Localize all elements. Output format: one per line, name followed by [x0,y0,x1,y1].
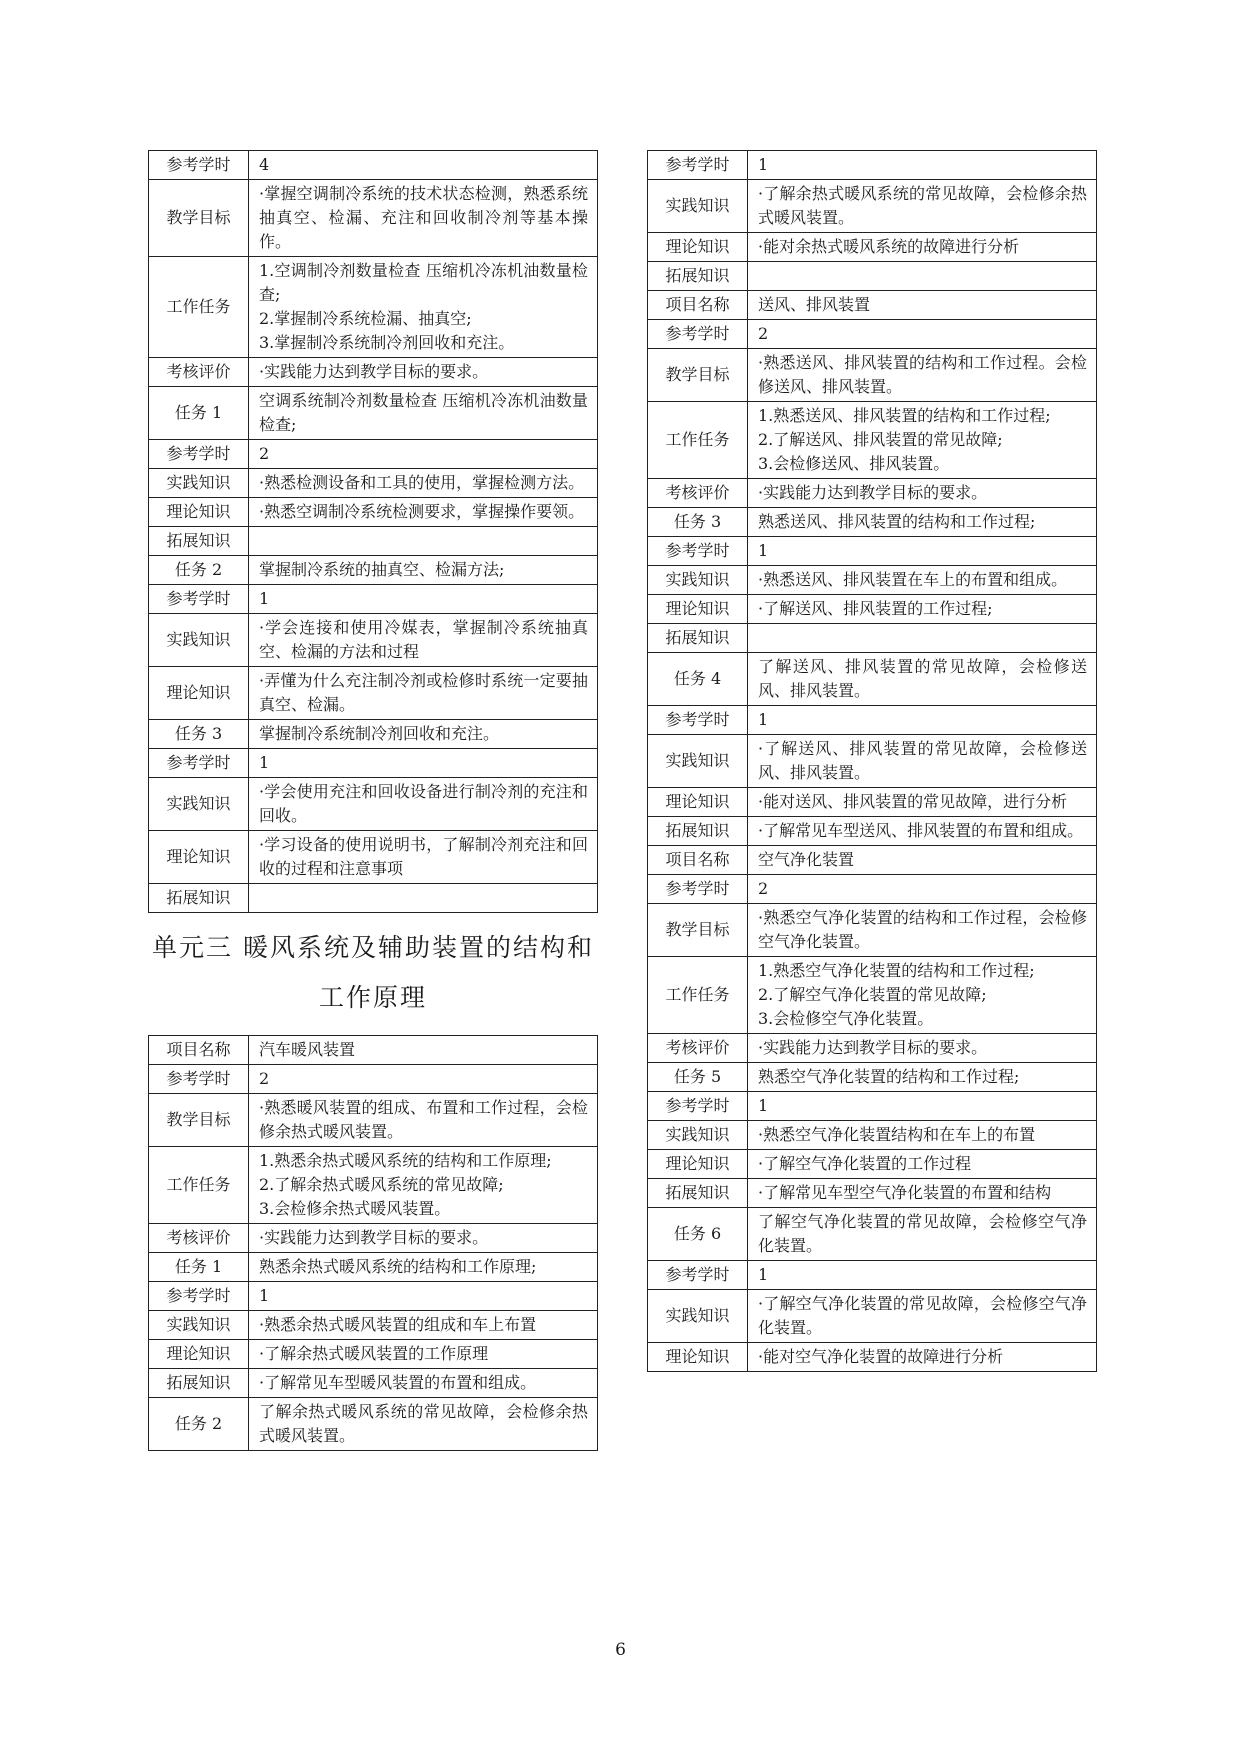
row-value: 空调系统制冷剂数量检查 压缩机冷冻机油数量检查; [249,387,598,440]
table-body [149,1036,598,1451]
table-row [149,498,598,527]
table-row [149,778,598,831]
row-value: 掌握制冷系统的抽真空、检漏方法; [249,556,598,585]
table-row [149,614,598,667]
table-row [149,556,598,585]
row-label: 参考学时 [648,706,748,735]
row-label: 任务 1 [149,1253,249,1282]
table-row [149,1311,598,1340]
table-row [648,788,1097,817]
table-body [149,151,598,913]
row-value: 2 [249,1065,598,1094]
row-label: 教学目标 [648,904,748,957]
row-value: 1.熟悉空气净化装置的结构和工作过程; 2.了解空气净化装置的常见故障; 3.会检修空气净化装置。 [748,957,1097,1034]
row-label: 参考学时 [648,1092,748,1121]
table-row [149,527,598,556]
row-label: 参考学时 [149,151,249,180]
row-label: 教学目标 [149,180,249,257]
row-value: 熟悉余热式暖风系统的结构和工作原理; [249,1253,598,1282]
row-label: 拓展知识 [648,262,748,291]
row-value: 1 [748,706,1097,735]
row-value: 1 [748,1261,1097,1290]
row-value: ·了解余热式暖风系统的常见故障，会检修余热式暖风装置。 [748,180,1097,233]
row-value: 1.熟悉送风、排风装置的结构和工作过程; 2.了解送风、排风装置的常见故障; 3.会检修送风、排风装置。 [748,402,1097,479]
row-value: 了解送风、排风装置的常见故障，会检修送风、排风装置。 [748,653,1097,706]
row-label: 参考学时 [149,585,249,614]
table-row [648,624,1097,653]
row-label: 实践知识 [648,566,748,595]
row-value: ·掌握空调制冷系统的技术状态检测，熟悉系统抽真空、检漏、充注和回收制冷剂等基本操作。 [249,180,598,257]
course-table-unit3-continued [647,150,1097,1372]
table-row [648,1179,1097,1208]
row-label: 任务 6 [648,1208,748,1261]
row-value: ·了解空气净化装置的工作过程 [748,1150,1097,1179]
row-label: 任务 2 [149,556,249,585]
row-value: 1 [748,1092,1097,1121]
row-label: 参考学时 [149,440,249,469]
row-value: 熟悉送风、排风装置的结构和工作过程; [748,508,1097,537]
row-label: 教学目标 [149,1094,249,1147]
table-row [648,846,1097,875]
row-value: 1 [748,537,1097,566]
table-row [149,667,598,720]
table-row [648,706,1097,735]
table-row [648,595,1097,624]
table-row [149,440,598,469]
row-value: ·实践能力达到教学目标的要求。 [249,358,598,387]
row-value: ·熟悉检测设备和工具的使用，掌握检测方法。 [249,469,598,498]
row-value: ·了解空气净化装置的常见故障，会检修空气净化装置。 [748,1290,1097,1343]
row-value: 了解空气净化装置的常见故障，会检修空气净化装置。 [748,1208,1097,1261]
table-row [149,1065,598,1094]
row-label: 理论知识 [648,788,748,817]
row-value: ·了解常见车型暖风装置的布置和组成。 [249,1369,598,1398]
row-value [748,624,1097,653]
row-value: 空气净化装置 [748,846,1097,875]
row-label: 项目名称 [648,846,748,875]
row-label: 参考学时 [648,151,748,180]
table-row [648,1343,1097,1372]
table-row [648,735,1097,788]
row-value: 1.熟悉余热式暖风系统的结构和工作原理; 2.了解余热式暖风系统的常见故障; 3.会检修余热式暖风装置。 [249,1147,598,1224]
row-value: ·弄懂为什么充注制冷剂或检修时系统一定要抽真空、检漏。 [249,667,598,720]
row-label: 实践知识 [648,1290,748,1343]
row-value: 1.空调制冷剂数量检查 压缩机冷冻机油数量检查; 2.掌握制冷系统检漏、抽真空; 3.掌握制冷系统制冷剂回收和充注。 [249,257,598,358]
row-value: 熟悉空气净化装置的结构和工作过程; [748,1063,1097,1092]
row-value: ·能对空气净化装置的故障进行分析 [748,1343,1097,1372]
row-label: 参考学时 [648,320,748,349]
table-row [648,1034,1097,1063]
table-row [149,1398,598,1451]
row-label: 教学目标 [648,349,748,402]
row-label: 实践知识 [149,469,249,498]
row-label: 理论知识 [149,667,249,720]
row-label: 实践知识 [149,778,249,831]
row-value [249,527,598,556]
table-row [149,1369,598,1398]
right-column [647,150,1097,1372]
table-row [648,349,1097,402]
table-row [149,585,598,614]
table-row [149,358,598,387]
row-label: 理论知识 [149,1340,249,1369]
row-label: 考核评价 [149,358,249,387]
row-value: 1 [249,1282,598,1311]
row-value: 1 [249,749,598,778]
row-value: ·学会使用充注和回收设备进行制冷剂的充注和回收。 [249,778,598,831]
table-row [648,537,1097,566]
row-label: 拓展知识 [149,884,249,913]
row-value [748,262,1097,291]
row-value: ·能对送风、排风装置的常见故障，进行分析 [748,788,1097,817]
row-value: 了解余热式暖风系统的常见故障，会检修余热式暖风装置。 [249,1398,598,1451]
table-row [149,831,598,884]
row-label: 考核评价 [648,1034,748,1063]
table-row [149,1340,598,1369]
table-row [648,1208,1097,1261]
row-value: ·熟悉空气净化装置的结构和工作过程，会检修空气净化装置。 [748,904,1097,957]
row-label: 考核评价 [149,1224,249,1253]
row-label: 参考学时 [149,1282,249,1311]
table-row [149,180,598,257]
row-label: 考核评价 [648,479,748,508]
table-row [149,1282,598,1311]
row-label: 工作任务 [648,957,748,1034]
row-label: 参考学时 [149,749,249,778]
row-label: 实践知识 [648,1121,748,1150]
row-label: 实践知识 [648,180,748,233]
row-value: ·了解常见车型送风、排风装置的布置和组成。 [748,817,1097,846]
table-row [648,1150,1097,1179]
table-row [149,1253,598,1282]
row-label: 工作任务 [149,257,249,358]
table-row [648,262,1097,291]
table-row [648,320,1097,349]
course-table-unit3 [148,1035,598,1451]
row-value: ·了解余热式暖风装置的工作原理 [249,1340,598,1369]
row-value: 掌握制冷系统制冷剂回收和充注。 [249,720,598,749]
table-row [648,1290,1097,1343]
row-value: ·熟悉空调制冷系统检测要求，掌握操作要领。 [249,498,598,527]
row-value: ·熟悉暖风装置的组成、布置和工作过程，会检修余热式暖风装置。 [249,1094,598,1147]
row-label: 理论知识 [149,831,249,884]
row-label: 理论知识 [648,1150,748,1179]
table-row [648,875,1097,904]
row-label: 拓展知识 [648,817,748,846]
table-row [648,402,1097,479]
left-column [148,150,598,1451]
table-row [648,508,1097,537]
row-label: 任务 3 [149,720,249,749]
table-row [149,1147,598,1224]
row-label: 任务 5 [648,1063,748,1092]
row-label: 理论知识 [149,498,249,527]
table-row [648,1063,1097,1092]
row-label: 理论知识 [648,233,748,262]
row-value: ·了解常见车型空气净化装置的布置和结构 [748,1179,1097,1208]
table-row [648,233,1097,262]
table-row [149,469,598,498]
row-label: 任务 3 [648,508,748,537]
row-value: ·熟悉余热式暖风装置的组成和车上布置 [249,1311,598,1340]
row-label: 参考学时 [648,875,748,904]
row-value: 2 [748,320,1097,349]
row-label: 项目名称 [149,1036,249,1065]
row-value: 1 [748,151,1097,180]
row-label: 任务 2 [149,1398,249,1451]
row-label: 任务 1 [149,387,249,440]
row-label: 实践知识 [149,1311,249,1340]
row-value [249,884,598,913]
row-label: 参考学时 [648,1261,748,1290]
table-row [648,1121,1097,1150]
table-row [149,749,598,778]
table-row [149,884,598,913]
row-label: 实践知识 [648,735,748,788]
table-row [648,957,1097,1034]
table-row [648,653,1097,706]
row-value: ·熟悉送风、排风装置在车上的布置和组成。 [748,566,1097,595]
section-title: 单元三 暖风系统及辅助装置的结构和工作原理 [152,933,594,1012]
row-value: 汽车暖风装置 [249,1036,598,1065]
row-value: ·了解送风、排风装置的常见故障，会检修送风、排风装置。 [748,735,1097,788]
row-value: 4 [249,151,598,180]
table-row [648,151,1097,180]
row-label: 拓展知识 [149,1369,249,1398]
table-row [149,1224,598,1253]
row-value: ·实践能力达到教学目标的要求。 [748,1034,1097,1063]
row-value: ·了解送风、排风装置的工作过程; [748,595,1097,624]
row-value: ·能对余热式暖风系统的故障进行分析 [748,233,1097,262]
row-value: 2 [748,875,1097,904]
row-value: ·学会连接和使用冷媒表，掌握制冷系统抽真空、检漏的方法和过程 [249,614,598,667]
table-row [149,1036,598,1065]
table-row [648,479,1097,508]
table-row [648,180,1097,233]
row-value: 2 [249,440,598,469]
table-row [648,291,1097,320]
row-value: ·学习设备的使用说明书，了解制冷剂充注和回收的过程和注意事项 [249,831,598,884]
row-label: 任务 4 [648,653,748,706]
row-label: 拓展知识 [648,624,748,653]
table-row [648,817,1097,846]
row-label: 工作任务 [648,402,748,479]
row-label: 工作任务 [149,1147,249,1224]
course-table-unit2-continued [148,150,598,913]
row-label: 理论知识 [648,595,748,624]
table-row [648,904,1097,957]
row-label: 理论知识 [648,1343,748,1372]
table-row [149,720,598,749]
table-row [149,151,598,180]
row-value: ·实践能力达到教学目标的要求。 [748,479,1097,508]
row-value: ·熟悉空气净化装置结构和在车上的布置 [748,1121,1097,1150]
row-label: 实践知识 [149,614,249,667]
row-label: 参考学时 [648,537,748,566]
page-number: 6 [615,1640,626,1660]
row-label: 拓展知识 [149,527,249,556]
row-label: 参考学时 [149,1065,249,1094]
row-label: 拓展知识 [648,1179,748,1208]
table-row [149,257,598,358]
row-label: 项目名称 [648,291,748,320]
row-value: 1 [249,585,598,614]
table-body [648,151,1097,1372]
table-row [648,1261,1097,1290]
row-value: ·实践能力达到教学目标的要求。 [249,1224,598,1253]
table-row [149,387,598,440]
table-row [149,1094,598,1147]
row-value: ·熟悉送风、排风装置的结构和工作过程。会检修送风、排风装置。 [748,349,1097,402]
table-row [648,566,1097,595]
table-row [648,1092,1097,1121]
row-value: 送风、排风装置 [748,291,1097,320]
